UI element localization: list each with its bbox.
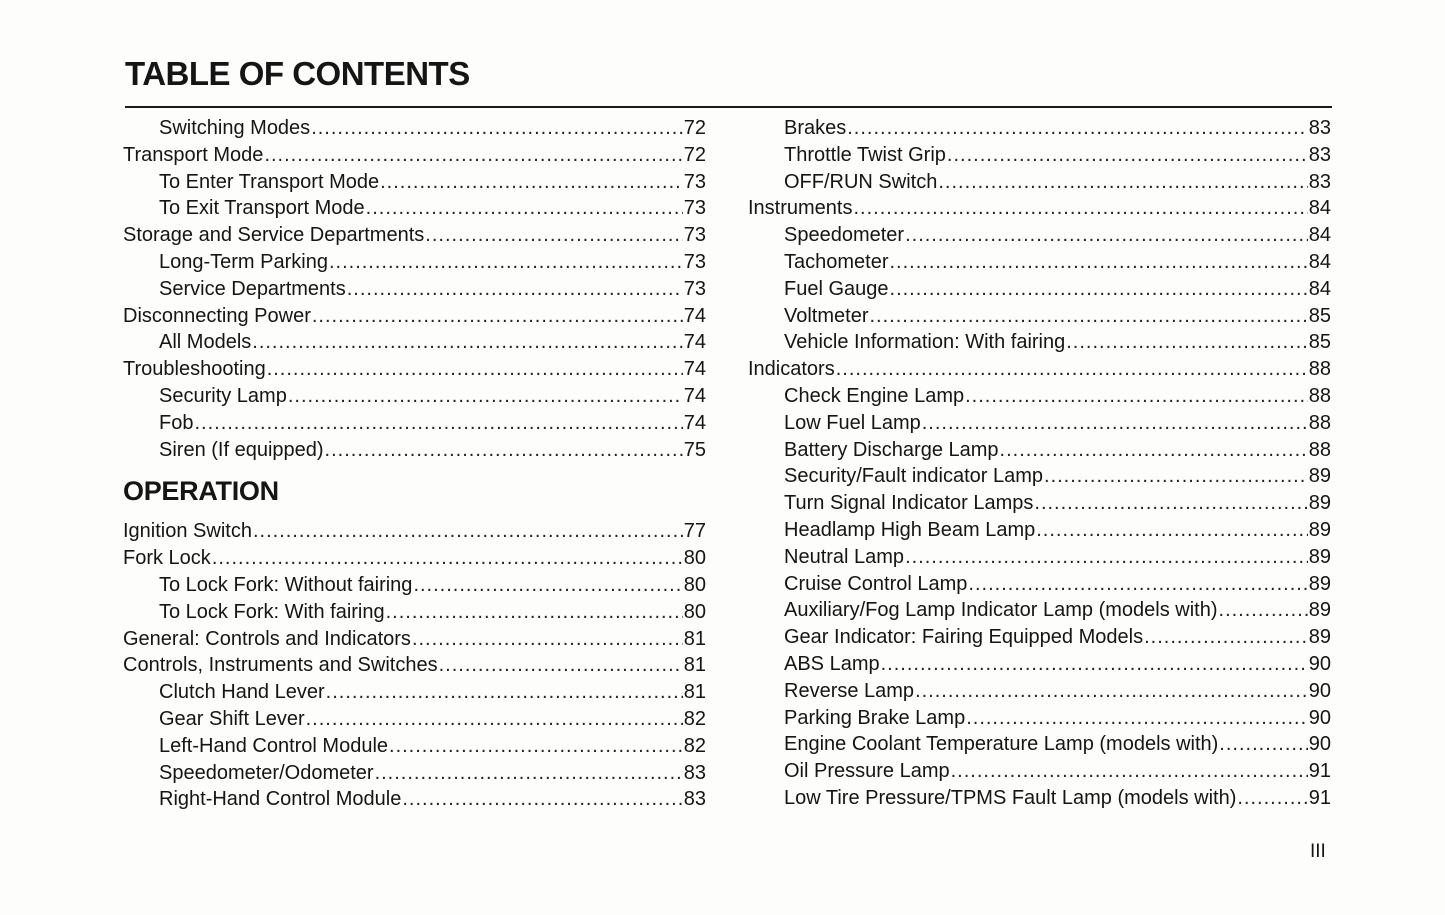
toc-entry-title: To Lock Fork: Without fairing (159, 573, 413, 596)
dot-leader (905, 222, 1308, 249)
toc-entry-title: Gear Shift Lever (159, 707, 305, 730)
toc-list-bottom (123, 518, 706, 813)
toc-entry-title: Reverse Lamp (784, 679, 915, 702)
toc-entry-page: 73 (683, 277, 706, 300)
dot-leader (267, 356, 683, 383)
toc-left-column (123, 115, 706, 813)
toc-entry-title: Disconnecting Power (123, 304, 311, 327)
toc-subentry (123, 329, 706, 356)
toc-entry-title: Low Fuel Lamp (784, 411, 921, 434)
toc-entry-page: 88 (1308, 411, 1331, 434)
toc-entry-page: 81 (683, 627, 706, 650)
toc-subentry (123, 383, 706, 410)
dot-leader (966, 705, 1308, 732)
dot-leader (965, 383, 1308, 410)
dot-leader (938, 169, 1307, 196)
toc-entry-title: Tachometer (784, 250, 889, 273)
dot-leader (325, 437, 683, 464)
toc-subentry (748, 142, 1331, 169)
toc-entry-page: 73 (683, 224, 706, 247)
dot-leader (329, 249, 683, 276)
toc-entry-title: Right-Hand Control Module (159, 788, 402, 811)
toc-subentry (123, 249, 706, 276)
dot-leader (847, 115, 1308, 142)
toc-entry-page: 88 (1308, 384, 1331, 407)
toc-entry-title: To Lock Fork: With fairing (159, 600, 385, 623)
dot-leader (264, 142, 682, 169)
dot-leader (347, 276, 683, 303)
toc-entry-page: 84 (1308, 277, 1331, 300)
toc-subentry (748, 437, 1331, 464)
toc-subentry (748, 303, 1331, 330)
toc-entry-page: 83 (683, 761, 706, 784)
dot-leader (915, 678, 1308, 705)
toc-entry-title: To Exit Transport Mode (159, 197, 365, 220)
dot-leader (922, 410, 1308, 437)
dot-leader (252, 329, 682, 356)
toc-subentry (748, 222, 1331, 249)
toc-entry-title: Transport Mode (123, 143, 264, 166)
toc-entry-title: Engine Coolant Temperature Lamp (models with) (784, 733, 1219, 756)
toc-entry-title: Siren (If equipped) (159, 438, 324, 461)
dot-leader (890, 249, 1308, 276)
toc-entry (123, 222, 706, 249)
toc-entry-page: 84 (1308, 197, 1331, 220)
dot-leader (1044, 463, 1308, 490)
dot-leader (312, 303, 683, 330)
toc-entry-page: 84 (1308, 224, 1331, 247)
toc-entry-page: 84 (1308, 250, 1331, 273)
toc-entry-page: 73 (683, 170, 706, 193)
toc-subentry (748, 169, 1331, 196)
toc-subentry (748, 517, 1331, 544)
dot-leader (253, 518, 683, 545)
toc-entry-title: Indicators (748, 358, 835, 381)
toc-entry-page: 90 (1308, 706, 1331, 729)
toc-entry (123, 303, 706, 330)
toc-entry-title: Turn Signal Indicator Lamps (784, 492, 1034, 515)
toc-subentry (748, 651, 1331, 678)
toc-entry-title: Fuel Gauge (784, 277, 889, 300)
dot-leader (968, 571, 1307, 598)
toc-entry (123, 142, 706, 169)
toc-entry-page: 80 (683, 547, 706, 570)
toc-entry-title: Troubleshooting (123, 358, 266, 381)
toc-entry-title: Headlamp High Beam Lamp (784, 518, 1036, 541)
toc-entry-page: 83 (1308, 170, 1331, 193)
dot-leader (326, 679, 683, 706)
toc-entry-page: 72 (683, 143, 706, 166)
toc-entry-page: 73 (683, 250, 706, 273)
toc-subentry (123, 169, 706, 196)
dot-leader (366, 195, 683, 222)
section-heading-operation: OPERATION (123, 476, 279, 507)
toc-entry (123, 545, 706, 572)
toc-subentry (748, 571, 1331, 598)
dot-leader (425, 222, 682, 249)
toc-entry-title: Left-Hand Control Module (159, 734, 389, 757)
toc-subentry (123, 115, 706, 142)
toc-entry-title: Service Departments (159, 277, 346, 300)
toc-entry-page: 90 (1308, 733, 1331, 756)
toc-entry-page: 88 (1308, 358, 1331, 381)
dot-leader (905, 544, 1308, 571)
toc-entry-page: 74 (683, 304, 706, 327)
toc-entry-title: Speedometer/Odometer (159, 761, 374, 784)
toc-entry-title: Ignition Switch (123, 520, 252, 543)
toc-subentry (123, 599, 706, 626)
toc-entry-page: 74 (683, 411, 706, 434)
toc-entry-title: Speedometer (784, 224, 905, 247)
dot-leader (1219, 597, 1308, 624)
dot-leader (947, 142, 1308, 169)
toc-subentry (748, 678, 1331, 705)
toc-subentry (748, 329, 1331, 356)
toc-entry-page: 90 (1308, 652, 1331, 675)
toc-entry-page: 83 (1308, 143, 1331, 166)
dot-leader (853, 195, 1307, 222)
toc-entry-page: 89 (1308, 492, 1331, 515)
toc-subentry (748, 410, 1331, 437)
dot-leader (380, 169, 683, 196)
toc-entry-page: 80 (683, 600, 706, 623)
toc-entry-title: Security/Fault indicator Lamp (784, 465, 1044, 488)
toc-entry-title: Brakes (784, 117, 847, 139)
toc-entry (123, 626, 706, 653)
toc-entry-title: Battery Discharge Lamp (784, 438, 999, 461)
toc-subentry (748, 705, 1331, 732)
toc-entry-page: 82 (683, 734, 706, 757)
toc-subentry (748, 624, 1331, 651)
dot-leader (1036, 517, 1308, 544)
dot-leader (836, 356, 1308, 383)
toc-entry-title: Low Tire Pressure/TPMS Fault Lamp (models with) (784, 786, 1237, 809)
toc-entry-page: 75 (683, 438, 706, 461)
toc-entry (123, 518, 706, 545)
toc-subentry (123, 195, 706, 222)
toc-subentry (123, 410, 706, 437)
dot-leader (311, 115, 683, 142)
toc-entry (748, 195, 1331, 222)
toc-subentry (748, 490, 1331, 517)
dot-leader (890, 276, 1308, 303)
toc-entry-page: 80 (683, 573, 706, 596)
dot-leader (288, 383, 683, 410)
toc-entry-title: All Models (159, 331, 252, 354)
toc-entry-page: 85 (1308, 304, 1331, 327)
toc-entry-title: General: Controls and Indicators (123, 627, 411, 650)
toc-entry-page: 89 (1308, 599, 1331, 622)
toc-entry-title: Instruments (748, 197, 853, 220)
toc-list-right (748, 115, 1331, 812)
toc-entry-title: Check Engine Lamp (784, 384, 965, 407)
toc-list-top (123, 115, 706, 463)
toc-entry-page: 74 (683, 358, 706, 381)
toc-entry-title: To Enter Transport Mode (159, 170, 380, 193)
dot-leader (1237, 785, 1307, 812)
toc-entry-title: Parking Brake Lamp (784, 706, 966, 729)
dot-leader (412, 626, 683, 653)
dot-leader (386, 599, 683, 626)
toc-entry-page: 90 (1308, 679, 1331, 702)
title-divider (125, 106, 1332, 108)
toc-entry-page: 83 (683, 788, 706, 811)
dot-leader (1000, 437, 1308, 464)
dot-leader (1034, 490, 1307, 517)
dot-leader (869, 303, 1307, 330)
page-number: III (1310, 841, 1326, 862)
toc-subentry (123, 572, 706, 599)
toc-entry-page: 89 (1308, 572, 1331, 595)
toc-subentry (748, 276, 1331, 303)
toc-entry-title: Voltmeter (784, 304, 869, 327)
toc-entry-title: Security Lamp (159, 384, 287, 407)
toc-entry-title: OFF/RUN Switch (784, 170, 938, 193)
toc-entry-page: 91 (1308, 760, 1331, 783)
toc-entry-page: 74 (683, 384, 706, 407)
toc-subentry (748, 463, 1331, 490)
toc-entry-page: 89 (1308, 465, 1331, 488)
dot-leader (194, 410, 682, 437)
toc-entry-title: Vehicle Information: With fairing (784, 331, 1066, 354)
toc-entry-page: 82 (683, 707, 706, 730)
dot-leader (1066, 329, 1308, 356)
toc-entry-page: 88 (1308, 438, 1331, 461)
toc-entry-title: Storage and Service Departments (123, 224, 425, 247)
toc-subentry (123, 706, 706, 733)
toc-subentry (748, 731, 1331, 758)
toc-entry-title: Gear Indicator: Fairing Equipped Models (784, 626, 1144, 649)
toc-subentry (748, 785, 1331, 812)
toc-entry-title: Long-Term Parking (159, 250, 328, 273)
toc-entry-page: 72 (683, 117, 706, 139)
toc-right-column (748, 115, 1331, 812)
toc-entry-page: 83 (1308, 117, 1331, 139)
toc-subentry (123, 786, 706, 813)
page-title: TABLE OF CONTENTS (125, 55, 470, 92)
toc-entry-title: Throttle Twist Grip (784, 143, 946, 166)
toc-subentry (748, 544, 1331, 571)
dot-leader (413, 572, 682, 599)
toc-subentry (123, 679, 706, 706)
toc-entry-page: 89 (1308, 518, 1331, 541)
toc-entry-page: 89 (1308, 626, 1331, 649)
dot-leader (1144, 624, 1308, 651)
dot-leader (212, 545, 683, 572)
toc-entry (123, 356, 706, 383)
dot-leader (375, 760, 683, 787)
toc-entry-title: ABS Lamp (784, 652, 880, 675)
toc-subentry (748, 597, 1331, 624)
dot-leader (389, 733, 683, 760)
dot-leader (1219, 731, 1307, 758)
toc-subentry (748, 249, 1331, 276)
toc-entry-title: Switching Modes (159, 117, 311, 139)
toc-entry (748, 356, 1331, 383)
toc-subentry (123, 437, 706, 464)
toc-entry-title: Clutch Hand Lever (159, 681, 325, 704)
toc-entry (123, 652, 706, 679)
toc-subentry (123, 276, 706, 303)
dot-leader (306, 706, 683, 733)
dot-leader (951, 758, 1308, 785)
toc-subentry (123, 760, 706, 787)
toc-entry-title: Fork Lock (123, 547, 211, 570)
toc-entry-title: Fob (159, 411, 194, 434)
toc-entry-page: 81 (683, 654, 706, 677)
toc-subentry (748, 115, 1331, 142)
dot-leader (402, 786, 682, 813)
toc-entry-page: 85 (1308, 331, 1331, 354)
toc-entry-page: 74 (683, 331, 706, 354)
toc-entry-page: 77 (683, 520, 706, 543)
toc-subentry (123, 733, 706, 760)
toc-entry-title: Controls, Instruments and Switches (123, 654, 438, 677)
dot-leader (881, 651, 1308, 678)
toc-subentry (748, 383, 1331, 410)
toc-entry-title: Auxiliary/Fog Lamp Indicator Lamp (models with) (784, 599, 1218, 622)
toc-entry-title: Oil Pressure Lamp (784, 760, 950, 783)
toc-entry-page: 81 (683, 681, 706, 704)
dot-leader (439, 652, 683, 679)
toc-entry-page: 73 (683, 197, 706, 220)
toc-entry-page: 89 (1308, 545, 1331, 568)
toc-entry-page: 91 (1308, 786, 1331, 809)
toc-entry-title: Neutral Lamp (784, 545, 905, 568)
toc-subentry (748, 758, 1331, 785)
toc-entry-title: Cruise Control Lamp (784, 572, 968, 595)
